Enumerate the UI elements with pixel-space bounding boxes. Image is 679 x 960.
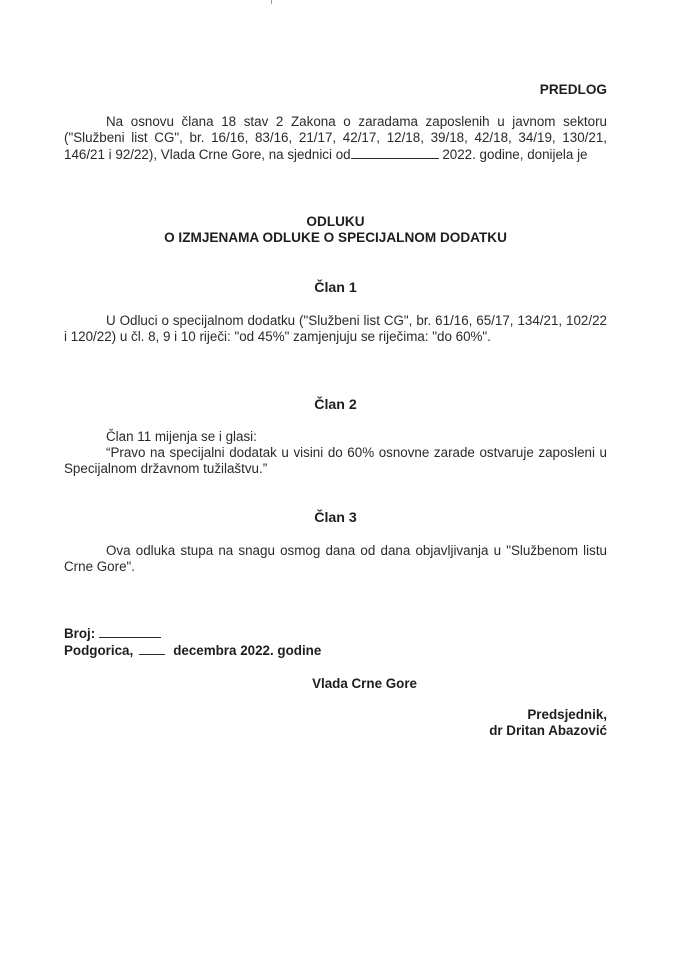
signatory-name: dr Dritan Abazović — [489, 723, 607, 739]
article-2-heading: Član 2 — [314, 397, 357, 413]
article-2-text-1: Član 11 mijenja se i glasi: — [106, 429, 257, 444]
decision-title-line1: ODLUKU — [306, 214, 365, 229]
date-text: decembra 2022. godine — [173, 643, 322, 659]
day-blank — [139, 642, 165, 655]
article-3-text: Ova odluka stupa na snagu osmog dana od dana objavljivanja u "Službenom listu Crne Gore". — [64, 543, 607, 575]
article-2-body — [64, 429, 607, 478]
article-2-text-2: “Pravo na specijalni dodatak u visini do 60% osnovne zarade ostvaruje zaposleni u Specijalnom državnom tužilaštvu.” — [64, 445, 607, 477]
document-footer — [64, 625, 607, 659]
article-1-heading: Član 1 — [314, 280, 357, 296]
place-date-line — [64, 642, 607, 659]
document-page — [64, 0, 607, 960]
session-date-blank — [351, 146, 439, 159]
intro-paragraph — [64, 114, 607, 164]
article-3-heading: Član 3 — [314, 510, 357, 526]
scan-mark — [271, 0, 272, 4]
intro-text-part2: 2022. godine, donijela je — [438, 147, 588, 163]
article-1-text: U Odluci o specijalnom dodatku ("Službeni list CG", br. 61/16, 65/17, 134/21, 102/22 i 120/22) u čl. 8, 9 i 10 riječi: "od 45%" zamjenjuju se riječima: "do 60%". — [64, 313, 607, 345]
decision-title-line2: O IZMJENAMA ODLUKE O SPECIJALNOM DODATKU — [164, 230, 507, 245]
reference-number-label: Broj: — [64, 626, 96, 641]
reference-number-blank — [99, 625, 161, 638]
reference-number-line — [64, 625, 607, 642]
proposal-label: PREDLOG — [539, 82, 607, 97]
intro-text-part1: Na osnovu člana 18 stav 2 Zakona o zaradama zaposlenih u javnom sektoru ("Službeni list CG", br. 16/16, 83/16, 21/17, 42/17, 12/18, 39/18, 42/18, 34/19, 130/21, 146/21 i 92/22), Vlada Crne Gore, na sjednici od — [64, 114, 607, 163]
signature-block — [64, 707, 607, 739]
place-label: Podgorica, — [64, 643, 134, 659]
decision-title — [64, 214, 607, 246]
signatory-title: Predsjednik, — [527, 707, 607, 722]
issuer-name: Vlada Crne Gore — [312, 676, 417, 691]
